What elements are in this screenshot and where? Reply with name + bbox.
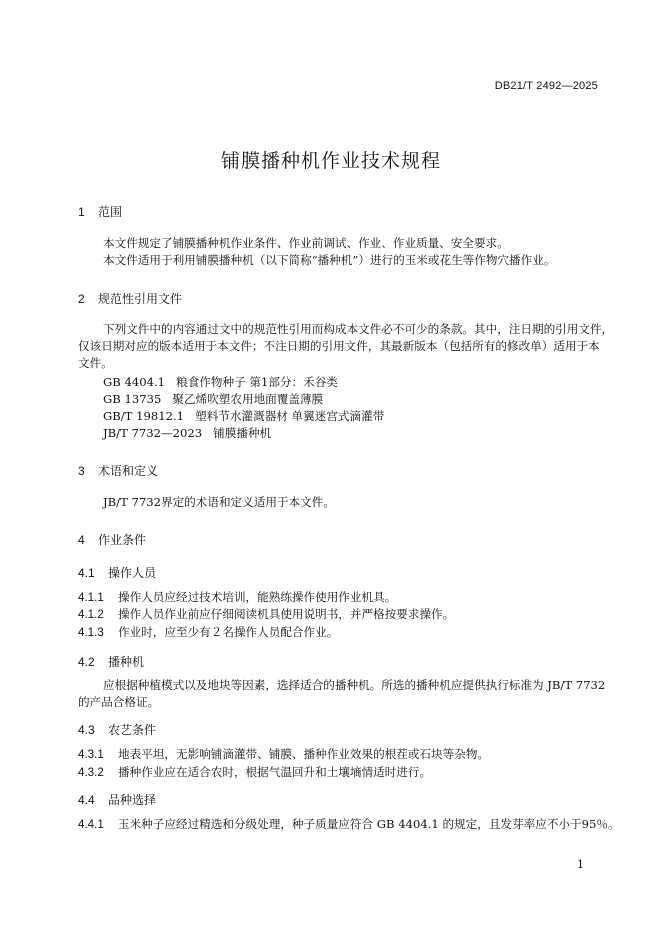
reference-code: GB 13735 bbox=[103, 392, 162, 406]
seeder-paragraph-line-2: 的产品合格证。 bbox=[78, 695, 160, 709]
reference-code: GB/T 19812.1 bbox=[103, 409, 185, 423]
section-2-heading bbox=[78, 290, 182, 307]
section-4-heading bbox=[78, 531, 146, 548]
clause-item bbox=[78, 764, 431, 781]
scope-paragraph-2: 本文件适用于利用铺膜播种机（以下简称“播种机”）进行的玉米或花生等作物穴播作业。 bbox=[103, 253, 556, 267]
section-title: 术语和定义 bbox=[98, 464, 159, 478]
page-number: 1 bbox=[577, 858, 584, 871]
reference-item bbox=[103, 391, 323, 407]
subsection-4-4-heading bbox=[78, 791, 156, 808]
document-code: DB21/T 2492—2025 bbox=[494, 80, 598, 92]
clause-item bbox=[78, 746, 489, 763]
subsection-number: 4.2 bbox=[78, 655, 95, 669]
references-intro-line-1: 下列文件中的内容通过文中的规范性引用而构成本文件必不可少的条款。其中，注日期的引用文件， bbox=[103, 322, 614, 336]
clause-number: 4.3.1 bbox=[78, 748, 104, 761]
subsection-title: 操作人员 bbox=[108, 566, 157, 580]
reference-code: GB 4404.1 bbox=[103, 375, 166, 389]
references-intro-line-3: 文件。 bbox=[78, 356, 113, 370]
subsection-4-3-heading bbox=[78, 721, 156, 738]
reference-title: 塑料节水灌溉器材 单翼迷宫式滴灌带 bbox=[195, 409, 385, 423]
clause-number: 4.1.3 bbox=[78, 626, 104, 639]
subsection-number: 4.3 bbox=[78, 723, 95, 737]
section-number: 2 bbox=[78, 292, 85, 306]
clause-number: 4.4.1 bbox=[78, 818, 104, 831]
seeder-paragraph-line-1: 应根据种植模式以及地块等因素，选择适合的播种机。所选的播种机应提供执行标准为 JB/T 7732 bbox=[103, 678, 606, 692]
clause-text: 操作人员应经过技术培训，能熟练操作使用作业机具。 bbox=[118, 590, 397, 604]
reference-title: 铺膜播种机 bbox=[213, 426, 272, 440]
clause-item bbox=[78, 589, 396, 606]
section-title: 范围 bbox=[98, 205, 123, 219]
clause-number: 4.1.1 bbox=[78, 591, 104, 604]
clause-text: 地表平坦，无影响铺滴灌带、铺膜、播种作业效果的根茬或石块等杂物。 bbox=[118, 747, 490, 761]
subsection-title: 品种选择 bbox=[108, 793, 157, 807]
section-1-heading bbox=[78, 203, 122, 220]
clause-text: 播种作业应在适合农时，根据气温回升和土壤墒情适时进行。 bbox=[118, 765, 432, 779]
section-title: 作业条件 bbox=[98, 533, 147, 547]
clause-text: 作业时，应至少有２名操作人员配合作业。 bbox=[118, 625, 339, 639]
clause-number: 4.3.2 bbox=[78, 766, 104, 779]
clause-text: 玉米种子应经过精选和分级处理，种子质量应符合 GB 4404.1 的规定，且发芽率应不小于95％。 bbox=[118, 817, 620, 831]
clause-text: 操作人员作业前应仔细阅读机具使用说明书，并严格按要求操作。 bbox=[118, 607, 455, 621]
reference-title: 聚乙烯吹塑农用地面覆盖薄膜 bbox=[172, 392, 324, 406]
clause-item bbox=[78, 816, 620, 833]
section-3-heading bbox=[78, 462, 158, 479]
clause-item bbox=[78, 624, 338, 641]
section-number: 4 bbox=[78, 533, 85, 547]
terms-paragraph: JB/T 7732界定的术语和定义适用于本文件。 bbox=[103, 495, 335, 509]
references-intro-line-2: 仅该日期对应的版本适用于本文件；不注日期的引用文件，其最新版本（包括所有的修改单）适用于本 bbox=[78, 339, 600, 353]
subsection-title: 农艺条件 bbox=[108, 723, 157, 737]
clause-item bbox=[78, 606, 454, 623]
section-number: 1 bbox=[78, 205, 85, 219]
subsection-title: 播种机 bbox=[108, 655, 145, 669]
reference-code: JB/T 7732—2023 bbox=[103, 426, 203, 440]
reference-item bbox=[103, 425, 271, 441]
subsection-number: 4.1 bbox=[78, 566, 95, 580]
subsection-number: 4.4 bbox=[78, 793, 95, 807]
reference-item bbox=[103, 374, 338, 390]
subsection-4-1-heading bbox=[78, 564, 156, 581]
page-title: 铺膜播种机作业技术规程 bbox=[220, 151, 441, 172]
section-title: 规范性引用文件 bbox=[98, 292, 183, 306]
clause-number: 4.1.2 bbox=[78, 608, 104, 621]
scope-paragraph-1: 本文件规定了铺膜播种机作业条件、作业前调试、作业、作业质量、安全要求。 bbox=[103, 236, 509, 250]
subsection-4-2-heading bbox=[78, 653, 144, 670]
section-number: 3 bbox=[78, 464, 85, 478]
reference-title: 粮食作物种子 第1部分：禾谷类 bbox=[176, 375, 338, 389]
reference-item bbox=[103, 408, 384, 424]
